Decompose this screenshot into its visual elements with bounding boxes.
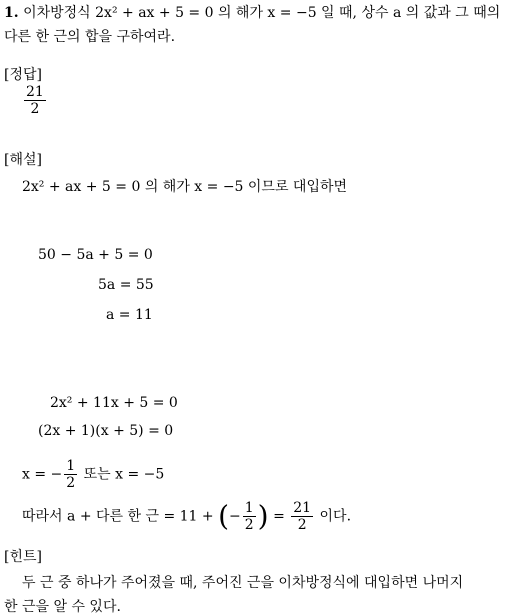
equation-1: 50 − 5a + 5 = 0	[38, 247, 153, 263]
solution-line	[22, 458, 164, 491]
solution-suffix: 또는 x = −5	[83, 466, 165, 483]
left-paren: (	[218, 499, 230, 533]
answer-numerator: 21	[26, 84, 44, 100]
final-line	[22, 500, 351, 533]
final-numerator-1: 1	[244, 500, 254, 516]
answer-header: [정답]	[4, 67, 42, 83]
problem-text-1: 이차방정식 2x² + ax + 5 = 0 의 해가 x = −5 일 때, 상수 a 의 값과 그 때의	[23, 5, 501, 21]
answer-fraction	[22, 84, 48, 117]
equation-2: 5a = 55	[98, 277, 154, 293]
hint-line-1: 두 근 중 하나가 주어졌을 때, 주어진 근을 이차방정식에 대입하면 나머지	[22, 575, 464, 591]
final-frac-2	[291, 500, 313, 533]
final-suffix: 이다.	[319, 508, 352, 525]
final-prefix: 따라서 a + 다른 한 근 = 11 +	[22, 508, 214, 525]
explanation-header: [해설]	[4, 152, 42, 168]
answer-denominator: 2	[30, 101, 40, 117]
answer-frac	[24, 84, 46, 117]
equation-4: 2x² + 11x + 5 = 0	[50, 395, 178, 411]
problem-line-2: 다른 한 근의 합을 구하여라.	[4, 29, 176, 45]
final-denominator-1: 2	[244, 517, 254, 533]
final-equals: =	[273, 508, 285, 525]
solution-frac	[64, 458, 77, 491]
hint-line-2: 한 근을 알 수 있다.	[4, 599, 121, 615]
equation-5: (2x + 1)(x + 5) = 0	[38, 423, 174, 439]
final-numerator-2: 21	[293, 500, 312, 516]
problem-number: 1.	[4, 5, 19, 21]
final-frac-1	[243, 500, 256, 533]
explanation-intro: 2x² + ax + 5 = 0 의 해가 x = −5 이므로 대입하면	[22, 179, 348, 195]
problem-line-1	[4, 4, 500, 22]
hint-header: [힌트]	[4, 549, 42, 565]
solution-denominator: 2	[66, 475, 76, 491]
right-paren: )	[257, 499, 269, 533]
final-minus: −	[229, 508, 241, 525]
equation-3: a = 11	[106, 307, 153, 323]
final-denominator-2: 2	[297, 517, 307, 533]
solution-prefix: x = −	[22, 466, 63, 483]
solution-numerator: 1	[66, 458, 76, 474]
